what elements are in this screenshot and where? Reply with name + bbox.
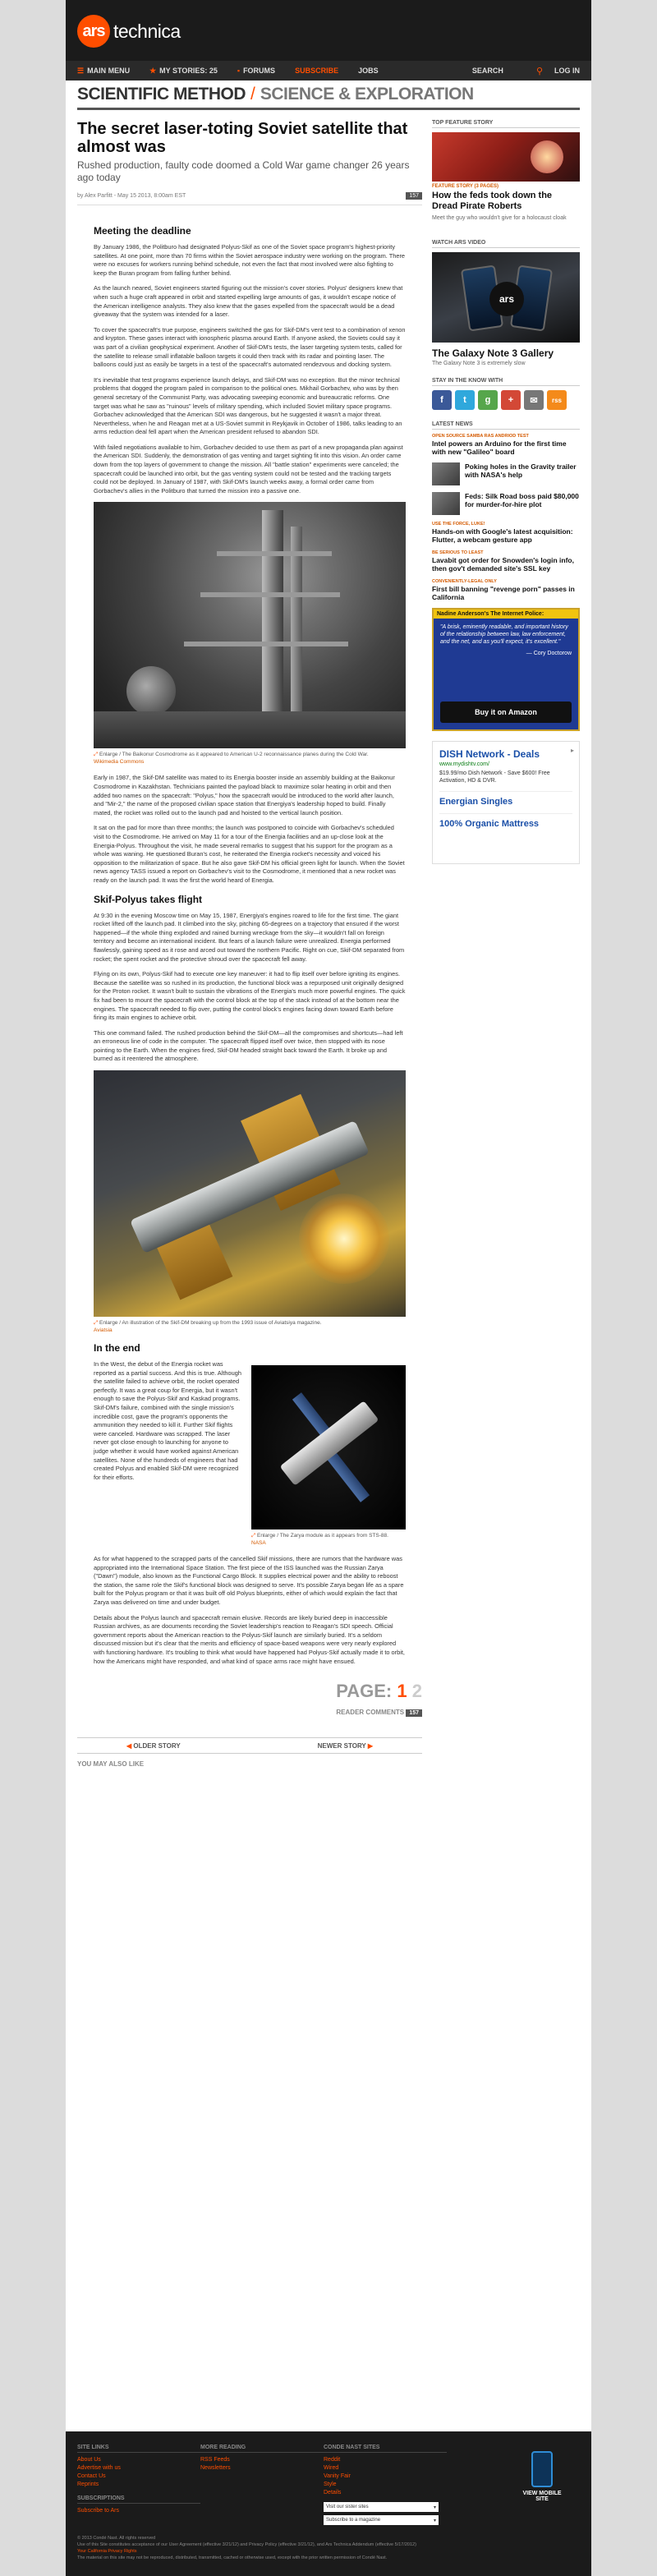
caption-text: Enlarge / The Baikonur Cosmodrome as it appeared to American U-2 reconnaissance planes during the Cold War. (99, 752, 369, 758)
video-title: The Galaxy Note 3 Gallery (432, 347, 554, 359)
gantry-shape (200, 592, 340, 597)
buy-amazon-button[interactable]: Buy it on Amazon (440, 702, 572, 723)
arrow-left-icon: ◀ (126, 1741, 134, 1750)
news-tag: CONVENIENTLY-LEGAL ONLY (432, 579, 497, 584)
reader-comments-label: READER COMMENTS (336, 1709, 405, 1717)
caption-text: Enlarge / The Zarya module as it appears from STS-88. (257, 1533, 388, 1539)
user-agreement: Use of this Site constitutes acceptance of our User Agreement (effective 3/21/12) and Privacy Policy (effective 3/21/12), and Ars Technica Addendum (effective 5/17/2012) (77, 2542, 416, 2547)
search-label[interactable]: SEARCH (471, 67, 503, 75)
heading-in-the-end: In the end (94, 1342, 140, 1355)
copyright: © 2013 Condé Nast. All rights reserved (77, 2536, 156, 2541)
baikonur-photo[interactable] (94, 502, 406, 748)
dish-ad-link[interactable]: Energian Singles (439, 791, 572, 807)
reader-comments[interactable] (77, 1709, 422, 1716)
news-title: Hands-on with Google's latest acquisition: Flutter, a webcam gesture app (432, 527, 573, 544)
footer-link[interactable]: Reprints (77, 2482, 99, 2487)
figure-caption (251, 1532, 406, 1547)
google-icon[interactable]: g (478, 390, 498, 410)
sidebar-heading-video: WATCH ARS VIDEO (432, 240, 580, 248)
nav-my-stories[interactable] (149, 67, 218, 76)
comments-badge[interactable]: 157 (406, 192, 422, 200)
sidebar-heading-feature: TOP FEATURE STORY (432, 120, 580, 128)
news-title: Lavabit got order for Snowden's login info, then gov't demanded site's SSL key (432, 556, 574, 573)
social-links (432, 390, 580, 410)
figure-zarya (251, 1365, 406, 1547)
paragraph: Early in 1987, the Skif-DM satellite was mated to its Energia booster inside an assembly building at the Baikonur Cosmodrome in Kazakhstan. Technicians painted the payload black to maximize solar heating in orbit and then added two names on the spacecraft: "Polyus," how the spacecraft would be introduced to the world after launch, and "Mir-2," the name of the proposed civilian space station that Energiya's leadership hoped to build. Finally mated, the rocket was rolled out to the launch pad and hoisted to the vertical launch position. (94, 774, 395, 816)
video-desc: The Galaxy Note 3 is extremely slow (432, 361, 526, 366)
enlarge-icon[interactable]: ⤢ (251, 1533, 256, 1539)
footer (66, 2431, 591, 2576)
section-scientific-method[interactable]: SCIENTIFIC METHOD (77, 85, 246, 104)
footer-link[interactable]: Advertise with us (77, 2465, 121, 2471)
footer-col-conde-nast (324, 2445, 447, 2528)
news-tag: USE THE FORCE, LUKE! (432, 522, 485, 527)
nav-main-menu[interactable] (77, 67, 130, 76)
magazine-value: Subscribe to a magazine (326, 2518, 381, 2523)
page-2-link[interactable]: 2 (411, 1681, 422, 1702)
bulb-shape (531, 140, 563, 173)
news-title: First bill banning "revenge porn" passes in California (432, 585, 575, 601)
book-ad[interactable] (432, 608, 580, 731)
tank-shape (126, 666, 176, 715)
footer-link[interactable]: About Us (77, 2457, 101, 2463)
sidebar-heading-latest: LATEST NEWS (432, 421, 580, 430)
figure-breakup-illustration (94, 1070, 406, 1334)
feature-desc: Meet the guy who wouldn't give for a holocaust cloak (432, 215, 567, 221)
rss-icon[interactable]: rss (547, 390, 567, 410)
ad-choices-icon[interactable]: ▸ (570, 747, 574, 754)
older-story-link[interactable] (126, 1742, 181, 1750)
dish-ad-link[interactable]: 100% Organic Mattress (439, 813, 572, 829)
paragraph: As the launch neared, Soviet engineers started figuring out the mission's cover stories. Polyus' designers knew that when such a huge craft appeared in orbit and started expelling large amounts of gas, it wouldn't escape notice of the American intelligence analysts. They also knew that the gases expelled from the spacecraft would be a dead giveaway that the system was intended for a laser. (94, 284, 403, 319)
footer-heading: MORE READING (200, 2445, 324, 2453)
nav-my-stories-label: MY STORIES: 25 (159, 67, 218, 75)
facebook-icon[interactable]: f (432, 390, 452, 410)
older-story-label: OLDER STORY (133, 1741, 181, 1750)
enlarge-icon[interactable]: ⤢ (94, 752, 99, 758)
legal-text (77, 2535, 580, 2561)
footer-link[interactable]: RSS Feeds (200, 2457, 230, 2463)
search-icon[interactable]: ⚲ (535, 66, 543, 76)
figure-caption (94, 751, 406, 766)
breakup-illustration[interactable] (94, 1070, 406, 1317)
feature-tag: FEATURE STORY (3 PAGES) (432, 184, 499, 189)
nav-main-menu-label: MAIN MENU (87, 67, 131, 75)
twitter-icon[interactable]: t (455, 390, 475, 410)
footer-heading: CONDE NAST SITES (324, 2445, 447, 2453)
enlarge-icon[interactable]: ⤢ (94, 1320, 99, 1327)
you-may-also-like: YOU MAY ALSO LIKE (77, 1760, 145, 1769)
story-pager (77, 1737, 422, 1754)
news-title: Intel powers an Arduino for the first time with new "Galileo" board (432, 439, 567, 456)
paragraph: With failed negotiations available to him, Gorbachev decided to use them as part of a new propaganda plan against the American SDI. Suddenly, the demonstration of gas venting and target sighting fit into this vision. An order came down from the top layers of government to change the mission. All "battle station" experiments were canceled; the spacecraft could be launched into orbit, but the gas venting system could not be tested and the tracking targets could not be deployed. In January of 1987, with Skif-DM's launch weeks away, a formal order came from Gorbachev's allies in the Politburo that turned the mission into a passive one. (94, 443, 403, 494)
latest-news-item[interactable] (432, 462, 580, 485)
paragraph: This one command failed. The rushed production behind the Skif-DM—all the compromises and shortcuts—had left an erroneous line of code in the computer. The spacecraft flipped itself over twice, then stopped with its nose pointing to the Earth. When the engines fired, Skif-DM headed straight back toward the Earth. It broke up and burned as it reentered the atmosphere. (94, 1028, 403, 1063)
pagination (77, 1681, 422, 1702)
news-tag: BE SERIOUS TO LEAST (432, 550, 484, 555)
dish-ad-title[interactable]: DISH Network - Deals (439, 748, 540, 760)
footer-link[interactable]: Details (324, 2490, 342, 2496)
tower-shape (262, 510, 283, 715)
dish-ad-url: www.mydishtv.com/ (439, 761, 489, 767)
mobile-phone-icon (531, 2451, 553, 2487)
reproduction-notice: The material on this site may not be reproduced, distributed, transmitted, cached or otherwise used, except with the prior written permission of Condé Nast. (77, 2555, 388, 2560)
figure-caption (94, 1319, 406, 1334)
login-link[interactable]: LOG IN (554, 67, 580, 75)
news-thumbnail (432, 462, 460, 485)
privacy-rights-link[interactable]: Your California Privacy Rights (77, 2549, 137, 2554)
zarya-photo[interactable] (251, 1365, 406, 1530)
figure-baikonur (94, 502, 406, 766)
footer-link[interactable]: Newsletters (200, 2465, 231, 2471)
main-column (77, 120, 422, 1768)
paragraph: At 9:30 in the evening Moscow time on May 15, 1987, Energiya's engines roared to life for the first time. The giant rocket lifted off the launch pad. It climbed into the sky, pitching 65-degrees on a trajectory that ensured if the worst happened—if the whole thing exploded and rained burning wreckage from the sky—it wouldn't fall on foreign territory and become an international incident. But fears of a launch failure were unrealized. Energia performed flawlessly, gaining speed as it rose and arced out toward the northern Pacific. Right on cue, Skif-DM separated from rocket; the spent rocket and the protective shroud over the spacecraft fell away. (94, 911, 405, 963)
view-mobile-label: VIEW MOBILE SITE (522, 2491, 562, 2502)
video-card[interactable] (432, 252, 580, 366)
footer-heading: SUBSCRIPTIONS (77, 2496, 200, 2504)
footer-col-more-reading (200, 2445, 324, 2528)
news-thumbnail (432, 492, 460, 515)
nav-jobs[interactable]: JOBS (358, 67, 379, 75)
footer-link[interactable]: Subscribe to Ars (77, 2508, 119, 2514)
newer-story-link[interactable] (318, 1742, 373, 1750)
book-ad-author: — Cory Doctorow (526, 651, 572, 656)
paragraph: By January 1986, the Politburo had designated Polyus-Skif as one of the Soviet space program's highest-priority satellites. At one point, more than 70 firms within the Soviet aerospace industry were working on the program. There were no excuses for workers running behind schedule, not even the fact that most involved were also fighting to keep the Buran program from falling further behind. (94, 243, 406, 277)
nav-subscribe[interactable]: SUBSCRIBE (295, 67, 339, 75)
site-logo[interactable] (77, 15, 181, 48)
search-area (472, 66, 580, 76)
footer-col-site-links (77, 2445, 200, 2528)
feature-story-card[interactable] (432, 132, 580, 222)
sidebar-heading-social: STAY IN THE KNOW WITH (432, 378, 580, 386)
footer-link[interactable]: Vanity Fair (324, 2473, 351, 2479)
paragraph: To cover the spacecraft's true purpose, engineers switched the gas for Skif-DM's vent test to a combination of xenon and krypton. These gases interact with ionospheric plasma around Earth. If anyone asked, the Soviets could say it was part of a civilian geophysical experiment. Another of Skif-DM's tests, the laser targeting system tests, called for the satellite to release small inflatable balloon targets it could then track with its radar and pointing laser. The balloons could just as easily be targets in a test of the spacecraft's automated rendezvous and docking system. (94, 325, 406, 369)
article-body (77, 205, 422, 1666)
logo-ars: ars (77, 15, 110, 48)
nav-bar (66, 61, 591, 80)
heading-meeting-deadline: Meeting the deadline (94, 225, 191, 237)
view-mobile-site-link[interactable] (517, 2451, 567, 2502)
book-ad-header: Nadine Anderson's The Internet Police: (434, 610, 578, 619)
chevron-down-icon: ▾ (433, 2518, 436, 2523)
dish-ad (432, 741, 580, 864)
menu-icon: ☰ (77, 66, 85, 75)
paragraph: In the West, the debut of the Energia rocket was reported as a partial success. And this is true. Although the satellite failed to achieve orbit, the rocket operated perfectly. It was a great coup for Energia, but it wasn't enough to save the Polyus-Skif and Kaskad programs. Skif-DM's failure, combined with the single mission's incredible cost, gave the program's opponents the ammunition they needed to kill it. Further Skif flights were canceled. Hardware was scrapped. The laser never got close enough to launching for anyone to judge whether it would have worked against American satellites. None of the hundreds of engineers that had created Polyus and enabled Skif-DM were recognized for their efforts. (94, 1360, 241, 1481)
google-plus-icon[interactable]: + (501, 390, 521, 410)
footer-link[interactable]: Style (324, 2482, 337, 2487)
section-science-exploration[interactable]: SCIENCE & EXPLORATION (260, 85, 474, 104)
byline (77, 192, 422, 200)
footer-columns (77, 2445, 580, 2528)
pagination-label: PAGE: (336, 1681, 393, 1702)
magazine-select[interactable] (324, 2515, 439, 2525)
news-title: Poking holes in the Gravity trailer with NASA's help (465, 462, 577, 479)
sidebar (432, 120, 580, 864)
dish-ad-desc: $19.99/mo Dish Network - Save $600! Free Activation, HD & DVR. (439, 770, 550, 784)
latest-news-item[interactable] (432, 579, 580, 601)
section-separator: / (250, 85, 255, 104)
latest-news-item[interactable] (432, 522, 580, 544)
latest-news-item[interactable] (432, 492, 580, 515)
paragraph: It sat on the pad for more than three months; the launch was postponed to coincide with Gorbachev's scheduled visit to the Cosmodrome. He arrived on May 11 for a tour of the Energia facilities and an up-close look at the Energia-Polyus. Throughout the visit, he made several remarks to suggest that his support for the program as a whole was waning. He questioned Buran's cost, he reiterated the Energia rocket's necessity and voiced his opposition to the militarization of space. But he also gave Skif-DM his official green light for launch. When the Soviet news agency TASS issued a report on Gorbachev's visit to the Cosmodrome, it mentioned that a new rocket was ready on the launch pad. It was the first the world heard of Energia. (94, 824, 405, 884)
caption-credit[interactable]: NASA (251, 1540, 266, 1547)
video-logo-icon: ars (489, 282, 524, 316)
end-text-column (94, 1360, 241, 1555)
email-icon[interactable]: ✉ (524, 390, 544, 410)
gantry-shape (184, 642, 348, 646)
footer-link[interactable]: Reddit (324, 2457, 341, 2463)
arrow-right-icon: ▶ (365, 1741, 373, 1750)
caption-credit[interactable]: Wikimedia Commons (94, 759, 145, 766)
sister-sites-select[interactable] (324, 2502, 439, 2512)
star-icon: ★ (149, 66, 157, 75)
caption-credit[interactable]: Aviatsia (94, 1327, 113, 1334)
footer-link[interactable]: Contact Us (77, 2473, 106, 2479)
book-ad-quote: "A brisk, eminently readable, and important history of the relationship between law, law enforcement, and the net, and as you'll expect, it's excellent." (440, 624, 568, 645)
paragraph: As for what happened to the scrapped parts of the cancelled Skif missions, there are rumors that the hardware was appropriated into the International Space Station. The first piece of the ISS launched was the Russian Zarya ("Dawn") module, also known as the Functional Cargo Block. It supplies electrical power and the ability to reboost the station, the same role the Skif's functional block was designed to serve. It's possible Zarya began life as a spare built for the Polyus program or that it was built off old Polyus blueprints, either of which would explain the fact that Zarya was delivered on time and under budget. (94, 1555, 404, 1607)
article-title: The secret laser-toting Soviet satellite that almost was (77, 120, 408, 156)
content-frame (66, 0, 591, 2431)
section-header (77, 85, 580, 110)
caption-text: Enlarge / An illustration of the Skif-DM breaking up from the 1993 issue of Aviatsiya magazine. (99, 1320, 322, 1327)
latest-news-item[interactable] (432, 434, 580, 456)
module-shape (280, 1401, 379, 1486)
article-subtitle: Rushed production, faulty code doomed a Cold War game changer 26 years ago today (77, 159, 410, 183)
nav-forums[interactable] (237, 67, 275, 75)
latest-news-item[interactable] (432, 550, 580, 573)
logo-technica: technica (113, 20, 181, 42)
reader-comments-count: 157 (406, 1709, 422, 1717)
byline-text: by Alex Parfitt - May 15 2013, 8:00am EST (77, 193, 186, 199)
paragraph: Details about the Polyus launch and spacecraft remain elusive. Records are likely buried deep in inaccessible Russian archives, as are documents recording the Soviet leadership's reaction to Reagan's SDI speech. Official government reports about the American reaction to the Polyus-Skif launch are similarly buried. It's a seldom discussed mission but it's clear that the merits and efficiency of space-based weapons were very nearly explored with functioning hardware. It's troubling to think what would have happened had Polyus-Skif actually made it to orbit, how the Americans might have responded, and what kind of space arms race might have ensued. (94, 1613, 405, 1665)
sister-sites-value: Visit our sister sites (326, 2505, 369, 2509)
masthead (66, 0, 591, 61)
feature-image (432, 132, 580, 182)
forum-icon: ▪ (237, 67, 241, 75)
paragraph: It's inevitable that test programs experience launch delays, and Skif-DM was no exception. But the minor technical problems that dogged the program paled in comparison to the political ones. Mikhail Gorbachev, who was by then general secretary of the Communist Party, was advocating sweeping economic and bureaucratic reforms. One target was what he saw as "ruinous" levels of military spending, which included Soviet military space programs. Gorbachev acknowledged that the American SDI was dangerous, but he suggested it wasn't a major threat. Nevertheless, when he and Reagan met at a US-Soviet summit in Reykjavik in October of 1986, talks leading to an arms reduction deal fell apart when the American president refused to abandon SDI. (94, 375, 402, 436)
footer-link[interactable]: Wired (324, 2465, 339, 2471)
chevron-down-icon: ▾ (433, 2505, 436, 2510)
video-thumbnail (432, 252, 580, 343)
end-section (94, 1360, 406, 1555)
feature-title: How the feds took down the Dread Pirate Roberts (432, 191, 553, 211)
gantry-shape (217, 551, 332, 556)
news-title: Feds: Silk Road boss paid $80,000 for murder-for-hire plot (465, 492, 579, 508)
nav-forums-label: FORUMS (243, 67, 276, 75)
footer-heading: SITE LINKS (77, 2445, 200, 2453)
paragraph: Flying on its own, Polyus-Skif had to execute one key maneuver: it had to flip itself over before igniting its engines. Because the satellite was so rushed in its production, the functional block was a repurposed unit originally designed for the Proton rocket. It wasn't built to sustain the vibrations of the Energia's much more powerful engines. The quick fix had been to mount the spacecraft with the control block at the top of the stack instead of at the bottom near the engines. The spacecraft needed to flip over, putting the control block's engines facing down toward Earth before firing its main engines to achieve orbit. (94, 970, 406, 1022)
news-tag: OPEN SOURCE SAMBA RAS ANDRIOD TEST (432, 434, 529, 439)
flare-shape (299, 1194, 389, 1284)
heading-takes-flight: Skif-Polyus takes flight (94, 893, 203, 905)
newer-story-label: NEWER STORY (317, 1741, 366, 1750)
solar-array-shape (325, 1450, 370, 1502)
page-1-link[interactable]: 1 (397, 1681, 407, 1702)
ground-shape (94, 711, 406, 748)
